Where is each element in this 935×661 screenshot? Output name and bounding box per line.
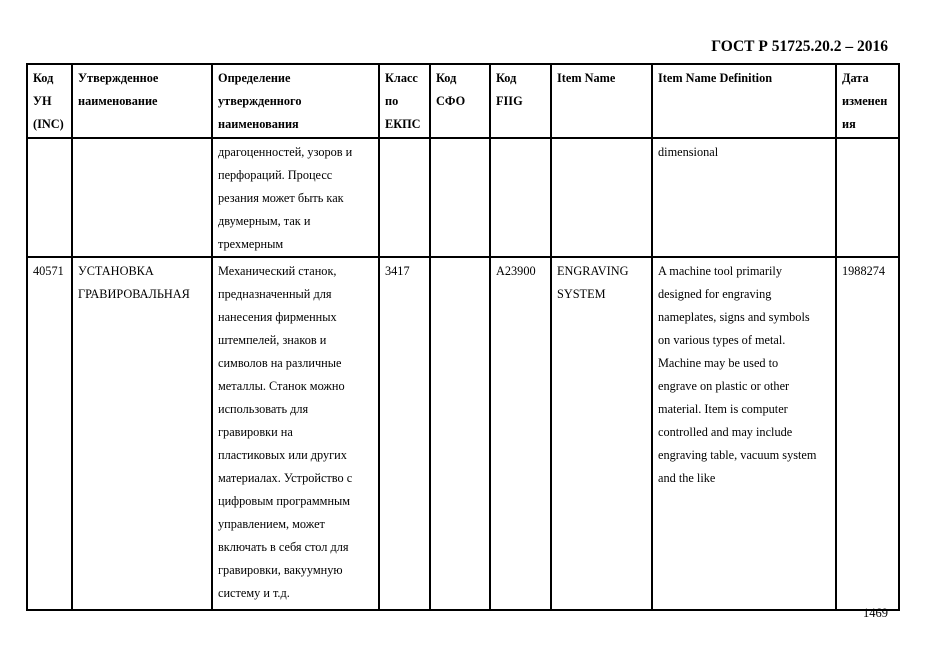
- column-header-item-name: Item Name: [551, 64, 652, 138]
- column-header-sfo-code: Код СФО: [430, 64, 490, 138]
- column-header-inc: Код УН (INC): [27, 64, 72, 138]
- cell-item-name-definition: dimensional: [652, 138, 836, 257]
- cell-change-date: [836, 138, 899, 257]
- cell-ekps-class: 3417: [379, 257, 430, 610]
- table-row: [27, 257, 899, 610]
- catalog-table: [26, 63, 900, 611]
- cell-item-name: ENGRAVING SYSTEM: [551, 257, 652, 610]
- cell-inc: 40571: [27, 257, 72, 610]
- table-row: [27, 138, 899, 257]
- column-header-definition: Определение утвержденного наименования: [212, 64, 379, 138]
- cell-fiig-code: [490, 138, 551, 257]
- cell-sfo-code: [430, 138, 490, 257]
- page-number: 1469: [863, 606, 888, 620]
- column-header-ekps-class: Класс по ЕКПС: [379, 64, 430, 138]
- column-header-change-date: Дата изменен ия: [836, 64, 899, 138]
- cell-fiig-code: A23900: [490, 257, 551, 610]
- cell-item-name-definition: A machine tool primarily designed for engraving nameplates, signs and symbols on various types of metal. Machine may be used to engrave on plastic or other material. Item is computer controlled and may include engraving table, vacuum system and the like: [652, 257, 836, 610]
- cell-sfo-code: [430, 257, 490, 610]
- column-header-approved-name: Утвержденное наименование: [72, 64, 212, 138]
- cell-definition: Механический станок, предназначенный для нанесения фирменных штемпелей, знаков и символов на различные металлы. Станок можно использовать для гравировки на пластиковых или других материалах. Устройство с цифровым программным управлением, может включать в себя стол для гравировки, вакуумную систему и т.д.: [212, 257, 379, 610]
- column-header-fiig-code: Код FIIG: [490, 64, 551, 138]
- cell-approved-name: [72, 138, 212, 257]
- cell-item-name: [551, 138, 652, 257]
- table-header-row: [27, 64, 899, 138]
- cell-inc: [27, 138, 72, 257]
- column-header-item-name-definition: Item Name Definition: [652, 64, 836, 138]
- cell-approved-name: УСТАНОВКА ГРАВИРОВАЛЬНАЯ: [72, 257, 212, 610]
- cell-definition: драгоценностей, узоров и перфораций. Процесс резания может быть как двумерным, так и трехмерным: [212, 138, 379, 257]
- cell-change-date: 1988274: [836, 257, 899, 610]
- document-header: ГОСТ Р 51725.20.2 – 2016: [711, 38, 888, 55]
- cell-ekps-class: [379, 138, 430, 257]
